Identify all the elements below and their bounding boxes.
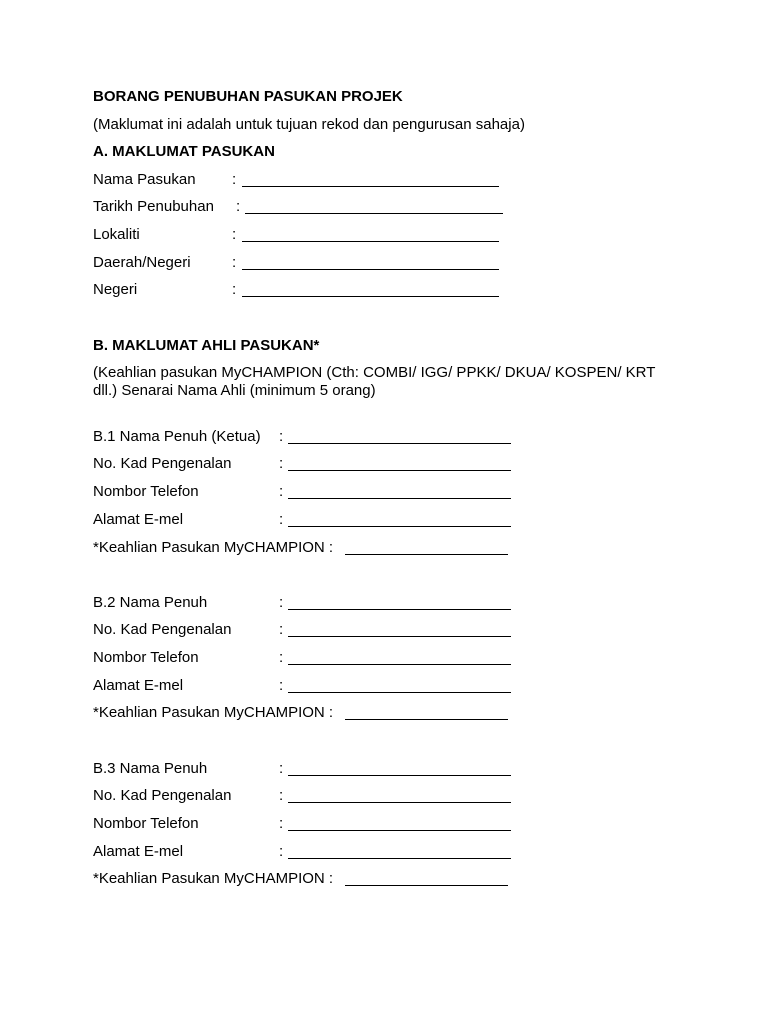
member-2-ic-colon: : <box>279 621 284 638</box>
document-title: BORANG PENUBUHAN PASUKAN PROJEK <box>93 88 403 105</box>
member-3-name-colon: : <box>279 760 284 777</box>
member-1-phone-field[interactable] <box>288 484 511 499</box>
member-2-phone-label: Nombor Telefon <box>93 649 199 666</box>
member-3-phone-colon: : <box>279 815 284 832</box>
locality-field[interactable] <box>242 227 499 242</box>
member-2-name-field[interactable] <box>288 595 511 610</box>
section-b-heading: B. MAKLUMAT AHLI PASUKAN* <box>93 337 320 354</box>
member-3-email-field[interactable] <box>288 844 511 859</box>
team-name-field[interactable] <box>242 172 499 187</box>
member-1-email-field[interactable] <box>288 512 511 527</box>
state-label: Negeri <box>93 281 138 298</box>
member-3-name-label: B.3 Nama Penuh <box>93 760 208 777</box>
member-1-membership-label: *Keahlian Pasukan MyCHAMPION : <box>93 539 334 556</box>
member-2-email-colon: : <box>279 677 284 694</box>
member-3-membership-label: *Keahlian Pasukan MyCHAMPION : <box>93 870 334 887</box>
member-1-name-colon: : <box>279 428 284 445</box>
member-3-membership-field[interactable] <box>345 871 508 886</box>
establishment-date-colon: : <box>236 198 241 215</box>
section-b-note: (Keahlian pasukan MyCHAMPION (Cth: COMBI/ IGG/ PPKK/ DKUA/ KOSPEN/ KRT dll.) Senarai Nama Ahli (minimum 5 orang) <box>93 364 656 399</box>
member-1-name-field[interactable] <box>288 429 511 444</box>
member-2-name-label: B.2 Nama Penuh <box>93 594 208 611</box>
district-state-label: Daerah/Negeri <box>93 254 191 271</box>
member-1-membership-field[interactable] <box>345 540 508 555</box>
state-colon: : <box>232 281 237 298</box>
member-3-phone-field[interactable] <box>288 816 511 831</box>
establishment-date-label: Tarikh Penubuhan <box>93 198 214 215</box>
member-3-email-colon: : <box>279 843 284 860</box>
team-name-colon: : <box>232 171 237 188</box>
team-name-label: Nama Pasukan <box>93 171 196 188</box>
state-field[interactable] <box>242 282 499 297</box>
member-1-ic-field[interactable] <box>288 456 511 471</box>
section-a-heading: A. MAKLUMAT PASUKAN <box>93 143 275 160</box>
member-2-email-field[interactable] <box>288 678 511 693</box>
member-1-phone-colon: : <box>279 483 284 500</box>
member-3-ic-colon: : <box>279 787 284 804</box>
member-3-name-field[interactable] <box>288 761 511 776</box>
locality-colon: : <box>232 226 237 243</box>
member-2-ic-label: No. Kad Pengenalan <box>93 621 232 638</box>
member-3-ic-label: No. Kad Pengenalan <box>93 787 232 804</box>
member-1-name-label: B.1 Nama Penuh (Ketua) <box>93 428 261 445</box>
member-2-phone-colon: : <box>279 649 284 666</box>
member-2-email-label: Alamat E-mel <box>93 677 184 694</box>
district-state-field[interactable] <box>242 255 499 270</box>
member-3-ic-field[interactable] <box>288 788 511 803</box>
establishment-date-field[interactable] <box>245 199 503 214</box>
member-1-ic-colon: : <box>279 455 284 472</box>
district-state-colon: : <box>232 254 237 271</box>
member-2-membership-label: *Keahlian Pasukan MyCHAMPION : <box>93 704 334 721</box>
locality-label: Lokaliti <box>93 226 140 243</box>
member-2-phone-field[interactable] <box>288 650 511 665</box>
member-2-membership-field[interactable] <box>345 705 508 720</box>
member-1-ic-label: No. Kad Pengenalan <box>93 455 232 472</box>
member-1-email-colon: : <box>279 511 284 528</box>
member-2-name-colon: : <box>279 594 284 611</box>
member-3-phone-label: Nombor Telefon <box>93 815 199 832</box>
member-2-ic-field[interactable] <box>288 622 511 637</box>
member-1-phone-label: Nombor Telefon <box>93 483 199 500</box>
document-subtitle: (Maklumat ini adalah untuk tujuan rekod dan pengurusan sahaja) <box>93 116 525 133</box>
member-3-email-label: Alamat E-mel <box>93 843 184 860</box>
member-1-email-label: Alamat E-mel <box>93 511 184 528</box>
